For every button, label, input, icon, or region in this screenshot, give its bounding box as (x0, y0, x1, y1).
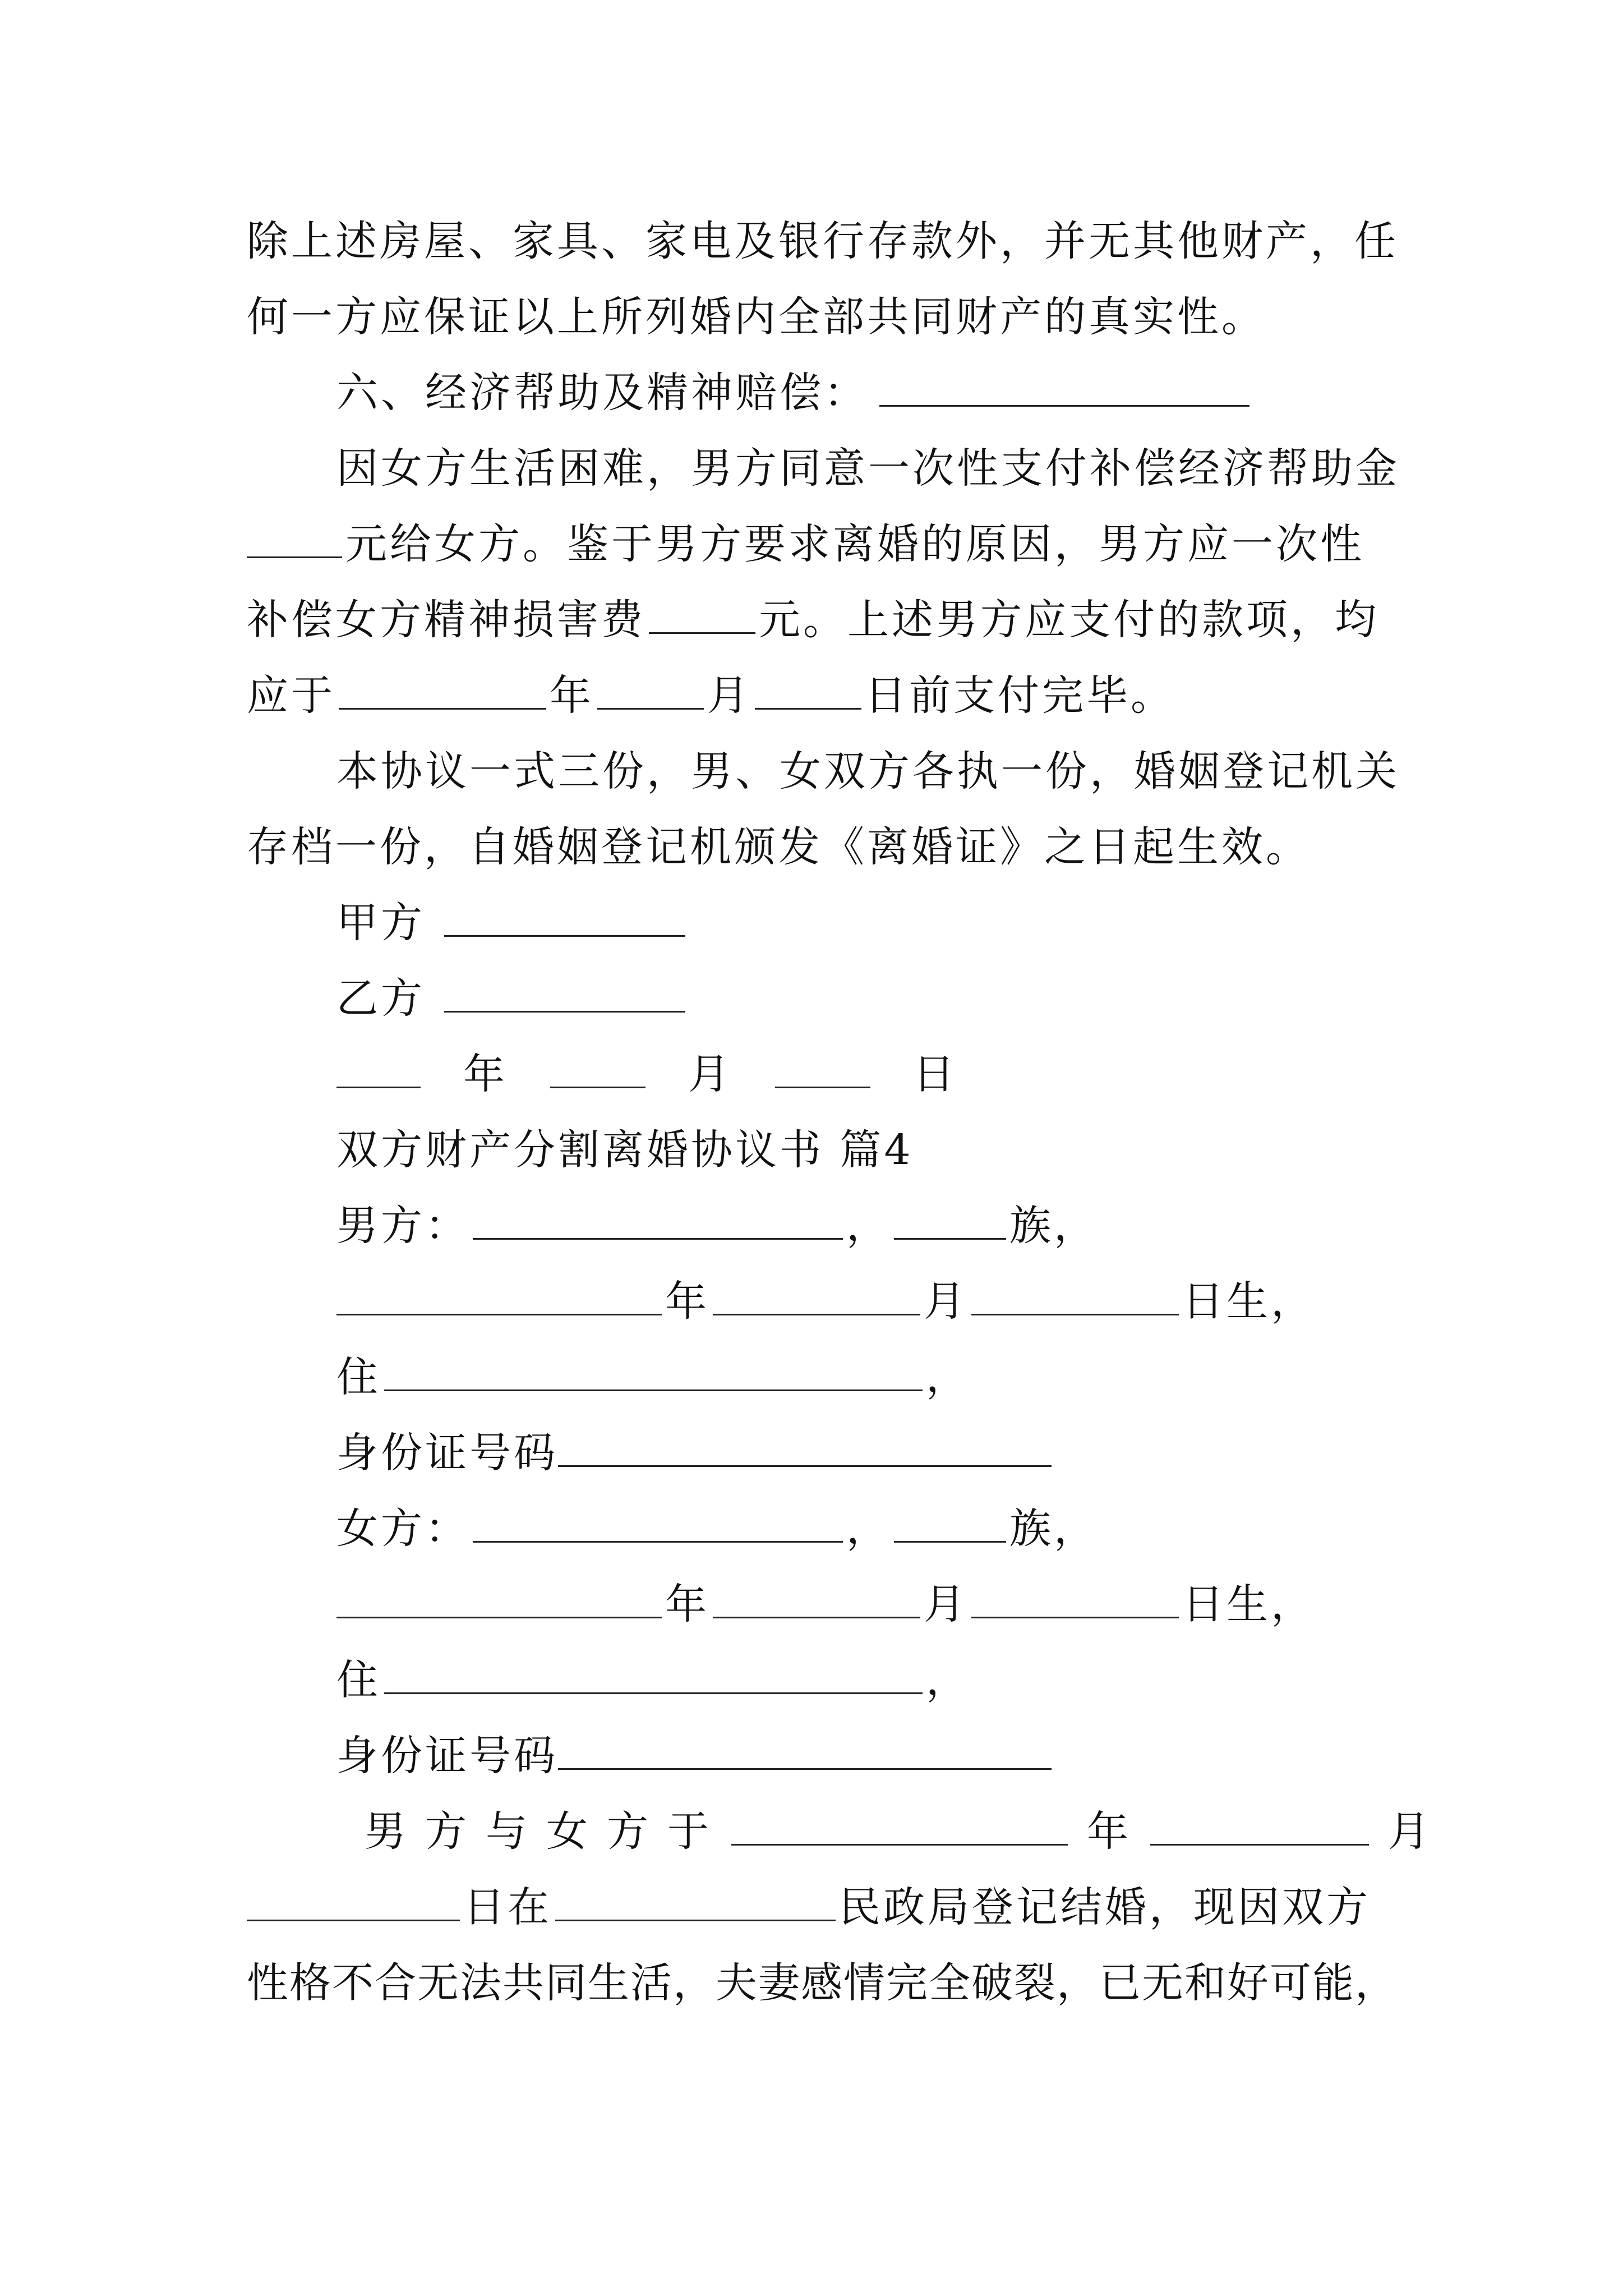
text: 男方： (336, 1202, 469, 1250)
fill-blank (879, 359, 1249, 407)
text: 日生， (1182, 1277, 1315, 1326)
paragraph-line (336, 733, 1400, 810)
fill-blank (971, 1268, 1179, 1315)
text: 补偿女方精神损害费 (247, 596, 645, 644)
paragraph-line (247, 1869, 1385, 1946)
text: 性格不合无法共同生活，夫妻感情完全破裂，已无和好可能， (247, 1959, 1398, 2007)
text: 月 (924, 1277, 968, 1326)
text: 年 (1087, 1807, 1131, 1856)
fill-blank (713, 1571, 920, 1618)
fill-blank (444, 889, 685, 937)
text: 日 (913, 1050, 957, 1098)
text: 年 (550, 671, 594, 720)
fill-blank (473, 1495, 843, 1543)
female-party-line (336, 1490, 1385, 1567)
fill-blank (971, 1571, 1179, 1618)
fill-blank (597, 662, 704, 710)
text: 女方： (336, 1504, 469, 1553)
text: 除上述房屋、家具、家电及银行存款外，并无其他财产，任 (247, 217, 1399, 265)
text: 月 (924, 1580, 968, 1628)
paragraph-line (247, 203, 1399, 280)
female-address-line (336, 1642, 1385, 1719)
fill-blank (775, 1041, 870, 1088)
text: 年 (463, 1050, 508, 1098)
fill-blank (894, 1495, 1006, 1543)
text: 甲方 (336, 899, 425, 947)
fill-blank (336, 1268, 662, 1315)
text: 元。上述男方应支付的款项，均 (759, 596, 1379, 644)
text: 年 (665, 1580, 709, 1628)
fill-blank (384, 1343, 923, 1391)
fill-blank (384, 1646, 923, 1694)
text: 因女方生活困难，男方同意一次性支付补偿经济帮助金 (336, 444, 1400, 493)
text: 男方与女方于 (365, 1807, 728, 1856)
fill-blank (558, 1722, 1052, 1770)
text: 双方财产分割离婚协议书 篇4 (336, 1126, 914, 1174)
text: 年 (665, 1277, 709, 1326)
fill-blank (713, 1268, 920, 1315)
paragraph-line (247, 582, 1385, 659)
text: 月 (1388, 1807, 1432, 1856)
text: ， (926, 1656, 970, 1704)
fill-blank (336, 1571, 662, 1618)
signature-date (336, 1036, 1385, 1113)
text: 存档一份，自婚姻登记机颁发《离婚证》之日起生效。 (247, 823, 1310, 871)
male-birthdate-line (336, 1263, 1385, 1340)
male-address-line (336, 1339, 1385, 1416)
paragraph-line (247, 657, 1385, 734)
fill-blank (444, 965, 685, 1013)
text: 月 (688, 1050, 732, 1098)
text: 身份证号码 (336, 1429, 558, 1477)
fill-blank (339, 662, 546, 710)
text: 日生， (1182, 1580, 1315, 1628)
paragraph-line (247, 506, 1385, 583)
text: 身份证号码 (336, 1732, 558, 1780)
text: 族， (1009, 1504, 1098, 1553)
fill-blank (731, 1798, 1068, 1846)
signature-party-a (336, 885, 1385, 961)
section-title (336, 1112, 1385, 1189)
paragraph-line (247, 809, 1385, 886)
fill-blank (473, 1192, 843, 1240)
fill-blank (558, 1419, 1052, 1467)
fill-blank (555, 1874, 836, 1921)
text: 日在 (463, 1883, 552, 1931)
text: 月 (707, 671, 751, 720)
text: 日前支付完毕。 (865, 671, 1175, 720)
text: 应于 (247, 671, 335, 720)
text: ， (846, 1504, 891, 1553)
text: 六、经济帮助及精神赔偿： (336, 369, 868, 417)
fill-blank (336, 1041, 421, 1088)
text: 元给女方。鉴于男方要求离婚的原因，男方应一次性 (345, 520, 1364, 568)
text: 乙方 (336, 974, 425, 1023)
fill-blank (1150, 1798, 1369, 1846)
text: 何一方应保证以上所列婚内全部共同财产的真实性。 (247, 293, 1266, 341)
signature-party-b (336, 960, 1385, 1037)
male-party-line (336, 1188, 1385, 1264)
text: 住 (336, 1353, 381, 1401)
paragraph-line (365, 1793, 1432, 1870)
fill-blank (755, 662, 861, 710)
text: 族， (1009, 1202, 1098, 1250)
text: 本协议一式三份，男、女双方各执一份，婚姻登记机关 (336, 747, 1400, 795)
fill-blank (649, 586, 755, 634)
fill-blank (247, 1874, 460, 1921)
paragraph-line (247, 1945, 1398, 2022)
section-heading (336, 355, 1385, 431)
male-id-line (336, 1415, 1385, 1492)
text: 民政局登记结婚，现因双方 (839, 1883, 1371, 1931)
female-id-line (336, 1718, 1385, 1795)
fill-blank (247, 510, 342, 558)
paragraph-line (247, 279, 1385, 356)
fill-blank (894, 1192, 1006, 1240)
paragraph-line (336, 430, 1400, 507)
text: ， (926, 1353, 970, 1401)
text: ， (846, 1202, 891, 1250)
female-birthdate-line (336, 1566, 1385, 1643)
text: 住 (336, 1656, 381, 1704)
fill-blank (550, 1041, 645, 1088)
